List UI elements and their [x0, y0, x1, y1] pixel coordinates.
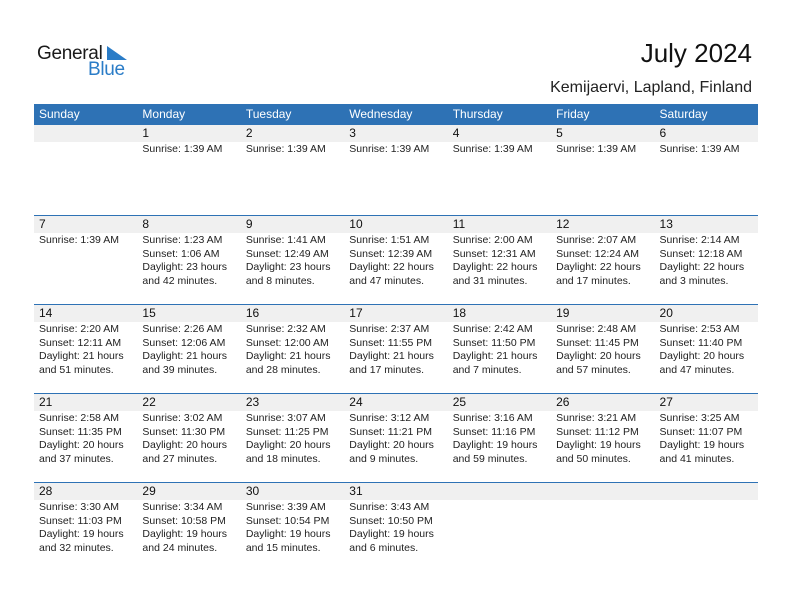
sunrise-text: Sunrise: 3:34 AM: [142, 501, 223, 513]
daylight-text: Daylight: 22 hours: [349, 261, 434, 273]
day-cell: [448, 411, 551, 466]
weekday-monday: Monday: [142, 107, 186, 121]
sunrise-text: Sunrise: 2:32 AM: [245, 323, 326, 335]
daylight-text: Daylight: 20 hours: [39, 439, 124, 451]
calendar-week-row: [34, 125, 758, 215]
day-number: 5: [556, 126, 563, 140]
sunrise-text: Sunrise: 2:58 AM: [39, 412, 119, 424]
logo-triangle-icon: [107, 46, 127, 60]
day-cell: [655, 233, 758, 288]
day-number: 23: [245, 395, 260, 409]
day-cell: [551, 500, 654, 555]
weekday-thursday: Thursday: [452, 107, 503, 121]
sunrise-text: Sunrise: 1:39 AM: [452, 143, 533, 155]
weekday-friday: Friday: [556, 107, 590, 121]
sunrise-text: Sunrise: 2:14 AM: [659, 234, 740, 246]
day-number: 10: [349, 217, 363, 231]
day-cell: [448, 142, 551, 157]
daylight-text: and 17 minutes.: [349, 363, 424, 376]
day-number: 20: [659, 306, 673, 320]
sunrise-text: Sunrise: 3:39 AM: [245, 501, 326, 513]
day-cell: [137, 233, 240, 288]
sunset-text: Sunset: 11:35 PM: [39, 425, 122, 438]
date-strip: [34, 394, 758, 411]
day-number: 4: [452, 126, 460, 140]
day-cell: [137, 500, 240, 555]
daylight-text: Daylight: 23 hours: [142, 261, 228, 273]
daylight-text: Daylight: 21 hours: [39, 350, 124, 362]
day-cell: [344, 500, 447, 555]
day-info-row: [34, 322, 758, 377]
sunset-text: Sunset: 12:11 AM: [39, 336, 122, 349]
sunset-text: Sunset: 12:49 AM: [245, 247, 329, 260]
date-strip: [34, 305, 758, 322]
day-number: [448, 483, 551, 500]
daylight-text: and 32 minutes.: [39, 541, 114, 554]
sunrise-text: Sunrise: 3:30 AM: [39, 501, 119, 513]
daylight-text: Daylight: 20 hours: [659, 350, 745, 362]
day-number: 30: [245, 484, 260, 498]
daylight-text: and 42 minutes.: [142, 274, 218, 287]
daylight-text: Daylight: 20 hours: [349, 439, 434, 451]
sunrise-text: Sunrise: 1:39 AM: [39, 234, 119, 246]
day-cell: [241, 142, 344, 157]
day-cell: [551, 233, 654, 288]
day-cell: [137, 142, 240, 157]
daylight-text: Daylight: 19 hours: [349, 528, 434, 540]
weekday-sunday: Sunday: [39, 107, 80, 121]
daylight-text: and 57 minutes.: [556, 363, 631, 376]
calendar-week-row: [34, 482, 758, 571]
daylight-text: Daylight: 23 hours: [245, 261, 331, 273]
sunset-text: Sunset: 11:07 PM: [659, 425, 743, 438]
daylight-text: and 9 minutes.: [349, 452, 419, 465]
daylight-text: and 37 minutes.: [39, 452, 114, 465]
day-number: 18: [452, 306, 467, 320]
daylight-text: Daylight: 21 hours: [452, 350, 538, 362]
weeks-container: [34, 125, 758, 571]
sunrise-text: Sunrise: 1:39 AM: [142, 143, 223, 155]
day-info-row: [34, 411, 758, 466]
day-cell: [241, 411, 344, 466]
day-number: 12: [556, 217, 570, 231]
daylight-text: Daylight: 19 hours: [142, 528, 228, 540]
day-number: [551, 483, 654, 500]
day-info-row: [34, 233, 758, 288]
day-number: 24: [349, 395, 363, 409]
day-number: 19: [556, 306, 570, 320]
day-info-row: [34, 500, 758, 555]
day-number: 7: [39, 217, 46, 231]
sunrise-text: Sunrise: 2:48 AM: [556, 323, 637, 335]
day-cell: [655, 322, 758, 377]
day-cell: [551, 411, 654, 466]
day-number: 1: [142, 126, 150, 140]
day-cell: [448, 322, 551, 377]
calendar-week-row: [34, 215, 758, 304]
weekday-tuesday: Tuesday: [245, 107, 292, 121]
daylight-text: Daylight: 22 hours: [556, 261, 641, 273]
sunset-text: Sunset: 11:55 PM: [349, 336, 432, 349]
weekday-saturday: Saturday: [659, 107, 708, 121]
daylight-text: and 6 minutes.: [349, 541, 419, 554]
sunset-text: Sunset: 11:45 PM: [556, 336, 639, 349]
daylight-text: Daylight: 20 hours: [142, 439, 228, 451]
day-number: 11: [452, 217, 466, 231]
sunrise-text: Sunrise: 3:21 AM: [556, 412, 637, 424]
sunrise-text: Sunrise: 3:12 AM: [349, 412, 430, 424]
daylight-text: and 47 minutes.: [349, 274, 424, 287]
sunset-text: Sunset: 12:31 AM: [452, 247, 536, 260]
day-cell: [137, 322, 240, 377]
sunrise-text: Sunrise: 3:43 AM: [349, 501, 430, 513]
day-cell: [655, 411, 758, 466]
daylight-text: and 51 minutes.: [39, 363, 114, 376]
day-number: 21: [39, 395, 53, 409]
sunset-text: Sunset: 11:03 PM: [39, 514, 122, 527]
day-cell: [551, 322, 654, 377]
day-number: 29: [142, 484, 156, 498]
daylight-text: and 15 minutes.: [245, 541, 321, 554]
logo-text-blue: Blue: [88, 59, 125, 80]
daylight-text: Daylight: 21 hours: [142, 350, 228, 362]
daylight-text: Daylight: 19 hours: [39, 528, 124, 540]
location-subtitle: Kemijaervi, Lapland, Finland: [550, 79, 752, 96]
day-cell: [241, 322, 344, 377]
sunset-text: Sunset: 10:50 PM: [349, 514, 433, 527]
sunset-text: Sunset: 10:54 PM: [245, 514, 330, 527]
sunset-text: Sunset: 11:30 PM: [142, 425, 226, 438]
day-number: 9: [245, 217, 253, 231]
sunset-text: Sunset: 11:25 PM: [245, 425, 329, 438]
day-number: 27: [659, 395, 673, 409]
daylight-text: Daylight: 19 hours: [556, 439, 641, 451]
day-number: 26: [556, 395, 570, 409]
sunset-text: Sunset: 12:18 AM: [659, 247, 743, 260]
daylight-text: Daylight: 22 hours: [659, 261, 745, 273]
weekday-header-row: [34, 104, 758, 125]
day-cell: [137, 411, 240, 466]
sunset-text: Sunset: 12:39 AM: [349, 247, 433, 260]
weekday-wednesday: Wednesday: [349, 107, 413, 121]
sunset-text: Sunset: 12:00 AM: [245, 336, 329, 349]
date-strip: [34, 216, 758, 233]
sunrise-text: Sunrise: 2:26 AM: [142, 323, 223, 335]
day-number: 8: [142, 217, 150, 231]
day-cell: [344, 142, 447, 157]
daylight-text: and 59 minutes.: [452, 452, 528, 465]
sunset-text: Sunset: 11:16 PM: [452, 425, 536, 438]
day-cell: [448, 500, 551, 555]
day-cell: [241, 500, 344, 555]
sunset-text: Sunset: 12:24 AM: [556, 247, 639, 260]
day-cell: [34, 233, 137, 288]
daylight-text: Daylight: 21 hours: [245, 350, 331, 362]
calendar-grid: [34, 104, 758, 571]
daylight-text: Daylight: 21 hours: [349, 350, 434, 362]
daylight-text: Daylight: 19 hours: [452, 439, 538, 451]
daylight-text: and 50 minutes.: [556, 452, 631, 465]
day-info-row: [34, 142, 758, 157]
daylight-text: Daylight: 19 hours: [659, 439, 745, 451]
day-cell: [344, 233, 447, 288]
day-cell: [34, 322, 137, 377]
logo: [37, 43, 137, 79]
day-number: 16: [245, 306, 260, 320]
day-cell: [34, 411, 137, 466]
day-number: 28: [39, 484, 53, 498]
daylight-text: Daylight: 20 hours: [556, 350, 641, 362]
sunrise-text: Sunrise: 1:41 AM: [245, 234, 326, 246]
day-number: 14: [39, 306, 53, 320]
sunrise-text: Sunrise: 2:53 AM: [659, 323, 740, 335]
daylight-text: and 24 minutes.: [142, 541, 218, 554]
sunset-text: Sunset: 11:12 PM: [556, 425, 639, 438]
sunrise-text: Sunrise: 3:07 AM: [245, 412, 326, 424]
day-cell: [344, 322, 447, 377]
daylight-text: and 39 minutes.: [142, 363, 218, 376]
day-number: [34, 125, 137, 142]
sunrise-text: Sunrise: 2:42 AM: [452, 323, 533, 335]
sunrise-text: Sunrise: 1:39 AM: [349, 143, 430, 155]
sunrise-text: Sunrise: 1:23 AM: [142, 234, 223, 246]
day-number: 17: [349, 306, 363, 320]
day-number: 6: [659, 126, 667, 140]
date-strip: [34, 483, 758, 500]
daylight-text: and 47 minutes.: [659, 363, 735, 376]
daylight-text: and 31 minutes.: [452, 274, 528, 287]
day-number: 25: [452, 395, 467, 409]
day-cell: [551, 142, 654, 157]
daylight-text: and 7 minutes.: [452, 363, 522, 376]
day-number: 15: [142, 306, 156, 320]
day-cell: [344, 411, 447, 466]
sunset-text: Sunset: 12:06 AM: [142, 336, 226, 349]
sunrise-text: Sunrise: 3:02 AM: [142, 412, 223, 424]
sunrise-text: Sunrise: 1:39 AM: [556, 143, 637, 155]
sunset-text: Sunset: 11:21 PM: [349, 425, 432, 438]
daylight-text: and 41 minutes.: [659, 452, 735, 465]
sunset-text: Sunset: 1:06 AM: [142, 247, 220, 260]
day-cell: [34, 142, 137, 157]
sunrise-text: Sunrise: 1:39 AM: [245, 143, 326, 155]
daylight-text: and 27 minutes.: [142, 452, 218, 465]
daylight-text: and 28 minutes.: [245, 363, 321, 376]
daylight-text: and 17 minutes.: [556, 274, 631, 287]
day-number: 2: [245, 126, 253, 140]
day-cell: [448, 233, 551, 288]
day-number: [655, 483, 758, 500]
day-number: 31: [349, 484, 363, 498]
day-number: 22: [142, 395, 156, 409]
sunrise-text: Sunrise: 2:20 AM: [39, 323, 119, 335]
daylight-text: and 3 minutes.: [659, 274, 729, 287]
page-title: July 2024: [640, 38, 752, 68]
day-cell: [34, 500, 137, 555]
day-number: 3: [349, 126, 356, 140]
day-cell: [655, 142, 758, 157]
sunrise-text: Sunrise: 3:25 AM: [659, 412, 740, 424]
sunset-text: Sunset: 11:40 PM: [659, 336, 743, 349]
calendar-week-row: [34, 304, 758, 393]
sunrise-text: Sunrise: 2:37 AM: [349, 323, 430, 335]
sunrise-text: Sunrise: 1:51 AM: [349, 234, 430, 246]
day-cell: [241, 233, 344, 288]
daylight-text: Daylight: 20 hours: [245, 439, 331, 451]
daylight-text: Daylight: 19 hours: [245, 528, 331, 540]
logo-text-general: General: [37, 43, 103, 64]
sunset-text: Sunset: 11:50 PM: [452, 336, 536, 349]
sunrise-text: Sunrise: 3:16 AM: [452, 412, 533, 424]
daylight-text: and 8 minutes.: [245, 274, 315, 287]
day-number: 13: [659, 217, 673, 231]
sunset-text: Sunset: 10:58 PM: [142, 514, 226, 527]
sunrise-text: Sunrise: 2:00 AM: [452, 234, 533, 246]
daylight-text: Daylight: 22 hours: [452, 261, 538, 273]
daylight-text: and 18 minutes.: [245, 452, 321, 465]
sunrise-text: Sunrise: 2:07 AM: [556, 234, 637, 246]
day-cell: [655, 500, 758, 555]
calendar-week-row: [34, 393, 758, 482]
date-strip: [34, 125, 758, 142]
sunrise-text: Sunrise: 1:39 AM: [659, 143, 740, 155]
